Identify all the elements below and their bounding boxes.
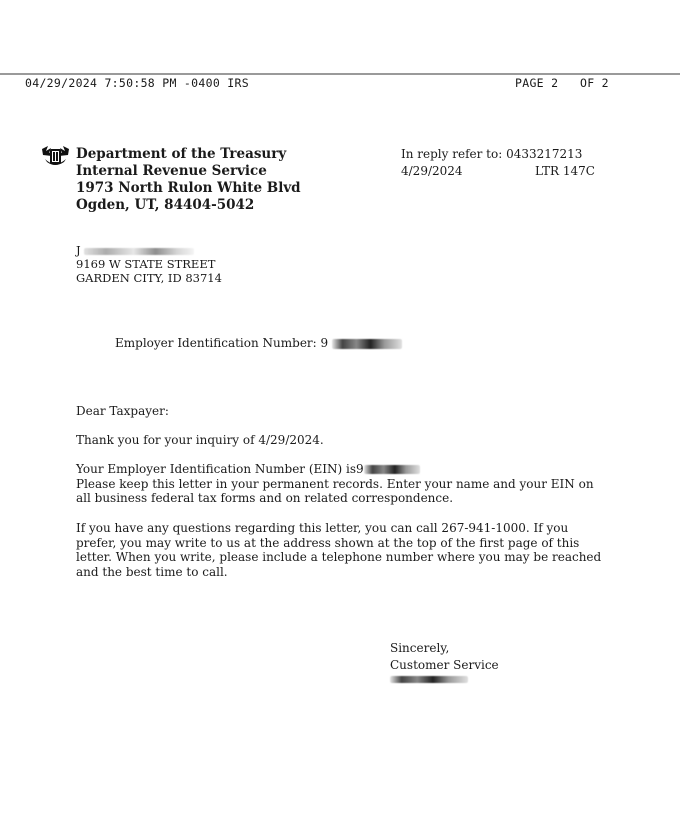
letter-date: 4/29/2024 <box>401 164 463 178</box>
paragraph-inquiry: Thank you for your inquiry of 4/29/2024. <box>76 433 324 447</box>
letter-code: LTR 147C <box>535 164 595 178</box>
closing-department: Customer Service <box>390 658 499 672</box>
ein-label: Employer Identification Number: 9 <box>115 336 329 350</box>
sender-line-city: Ogden, UT, 84404-5042 <box>76 197 255 213</box>
paragraph-contact: If you have any questions regarding this letter, you can call 267-941-1000. If you prefer, you may write to us at the address shown at the top of the first page of this letter. When you write, please include a telephone number where you may be reached and the best time to call. <box>76 521 602 579</box>
fax-header-rule <box>0 73 680 75</box>
redacted-ein <box>332 339 402 349</box>
closing-sincerely: Sincerely, <box>390 641 450 655</box>
sender-line-department: Department of the Treasury <box>76 146 287 162</box>
closing-block <box>390 638 499 685</box>
redacted-name <box>84 248 194 255</box>
page-indicator: PAGE 2 OF 2 <box>515 76 609 90</box>
sender-line-agency: Internal Revenue Service <box>76 163 267 179</box>
reference-date-row <box>401 163 595 180</box>
recipient-name <box>76 243 222 257</box>
fax-timestamp: 04/29/2024 7:50:58 PM -0400 IRS <box>25 76 249 90</box>
redacted-ein-inline <box>364 465 420 474</box>
redacted-employee-name <box>390 676 468 683</box>
records-sentence: Please keep this letter in your permanent records. Enter your name and your EIN on all business federal tax forms and on related correspondence. <box>76 476 594 505</box>
ein-line <box>115 336 402 350</box>
salutation: Dear Taxpayer: <box>76 404 169 418</box>
ein-sentence: Your Employer Identification Number (EIN) is9 <box>76 462 364 476</box>
reply-reference: In reply refer to: 0433217213 <box>401 147 583 161</box>
recipient-address <box>76 243 222 285</box>
paragraph-ein <box>76 462 606 506</box>
redacted-signature <box>390 673 499 685</box>
recipient-city: GARDEN CITY, ID 83714 <box>76 271 222 285</box>
recipient-name-visible: J <box>76 243 81 257</box>
recipient-street: 9169 W STATE STREET <box>76 257 216 271</box>
irs-eagle-logo-icon <box>40 143 71 169</box>
sender-address <box>76 146 301 214</box>
reference-block <box>401 146 595 180</box>
sender-line-street: 1973 North Rulon White Blvd <box>76 180 301 196</box>
